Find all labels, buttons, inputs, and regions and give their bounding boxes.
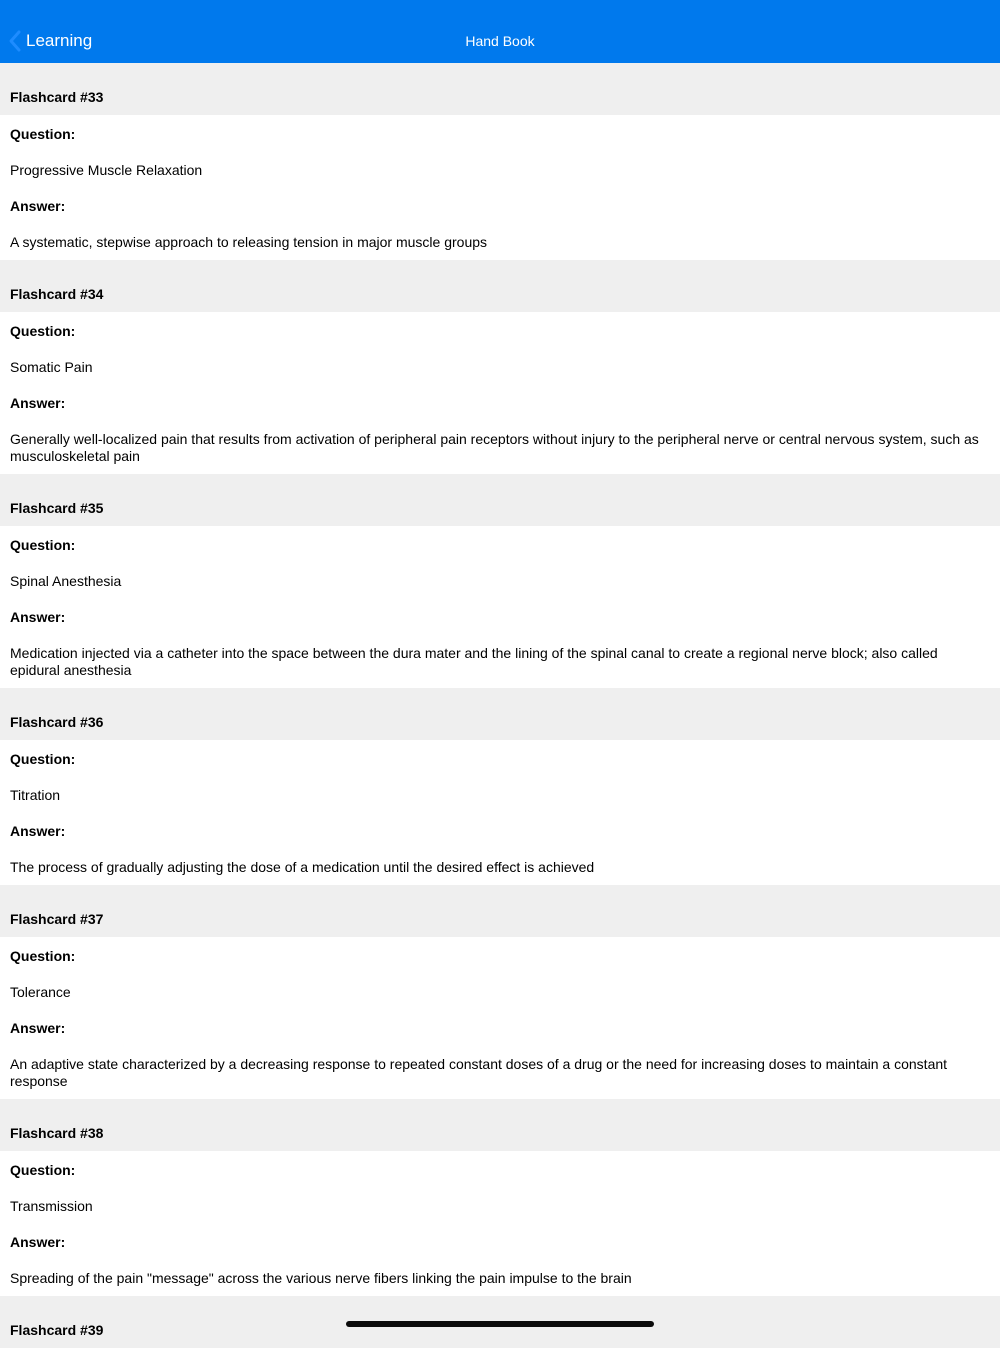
flashcard-body — [0, 526, 1000, 688]
flashcard-body — [0, 937, 1000, 1099]
question-label: Question: — [10, 126, 76, 142]
question-text: Tolerance — [10, 984, 71, 1000]
flashcard — [0, 474, 1000, 688]
question-text: Titration — [10, 787, 61, 803]
answer-text: Generally well-localized pain that results from activation of peripheral pain receptors without injury to the peripheral nerve or central nervous system, such as musculoskeletal pain — [10, 431, 979, 464]
flashcard-body — [0, 1151, 1000, 1296]
flashcard-body — [0, 312, 1000, 474]
answer-label: Answer: — [10, 198, 66, 214]
answer-text: An adaptive state characterized by a decreasing response to repeated constant doses of a drug or the need for increasing doses to maintain a constant response — [10, 1056, 948, 1089]
answer-text: Spreading of the pain "message" across the various nerve fibers linking the pain impulse to the brain — [10, 1270, 632, 1286]
question-text: Somatic Pain — [10, 359, 93, 375]
flashcard-title: Flashcard #36 — [0, 688, 1000, 740]
answer-label: Answer: — [10, 1234, 66, 1250]
flashcard-title: Flashcard #35 — [0, 474, 1000, 526]
flashcard-title: Flashcard #34 — [0, 260, 1000, 312]
flashcard-body — [0, 115, 1000, 260]
answer-label: Answer: — [10, 609, 66, 625]
question-text: Spinal Anesthesia — [10, 573, 122, 589]
flashcard-title: Flashcard #39 — [0, 1296, 1000, 1348]
answer-label: Answer: — [10, 395, 66, 411]
flashcard-body — [0, 740, 1000, 885]
question-label: Question: — [10, 1162, 76, 1178]
question-label: Question: — [10, 537, 76, 553]
flashcard-title: Flashcard #33 — [0, 63, 1000, 115]
flashcard — [0, 63, 1000, 260]
home-indicator[interactable] — [346, 1321, 654, 1327]
flashcard-list[interactable] — [0, 63, 1000, 1348]
flashcard — [0, 260, 1000, 474]
navigation-bar — [0, 0, 1000, 63]
flashcard-title: Flashcard #38 — [0, 1099, 1000, 1151]
question-text: Transmission — [10, 1198, 93, 1214]
back-button-label: Learning — [26, 31, 93, 50]
page-title: Hand Book — [465, 33, 535, 49]
question-label: Question: — [10, 751, 76, 767]
flashcard — [0, 1099, 1000, 1296]
answer-label: Answer: — [10, 1020, 66, 1036]
answer-text: Medication injected via a catheter into the space between the dura mater and the lining of the spinal canal to create a regional nerve block; also called epidural anesthesia — [10, 645, 938, 678]
flashcard-title: Flashcard #37 — [0, 885, 1000, 937]
answer-text: A systematic, stepwise approach to releasing tension in major muscle groups — [10, 234, 488, 250]
answer-text: The process of gradually adjusting the dose of a medication until the desired effect is achieved — [10, 859, 595, 875]
question-label: Question: — [10, 323, 76, 339]
flashcard — [0, 885, 1000, 1099]
question-text: Progressive Muscle Relaxation — [10, 162, 203, 178]
answer-label: Answer: — [10, 823, 66, 839]
question-label: Question: — [10, 948, 76, 964]
flashcard — [0, 688, 1000, 885]
